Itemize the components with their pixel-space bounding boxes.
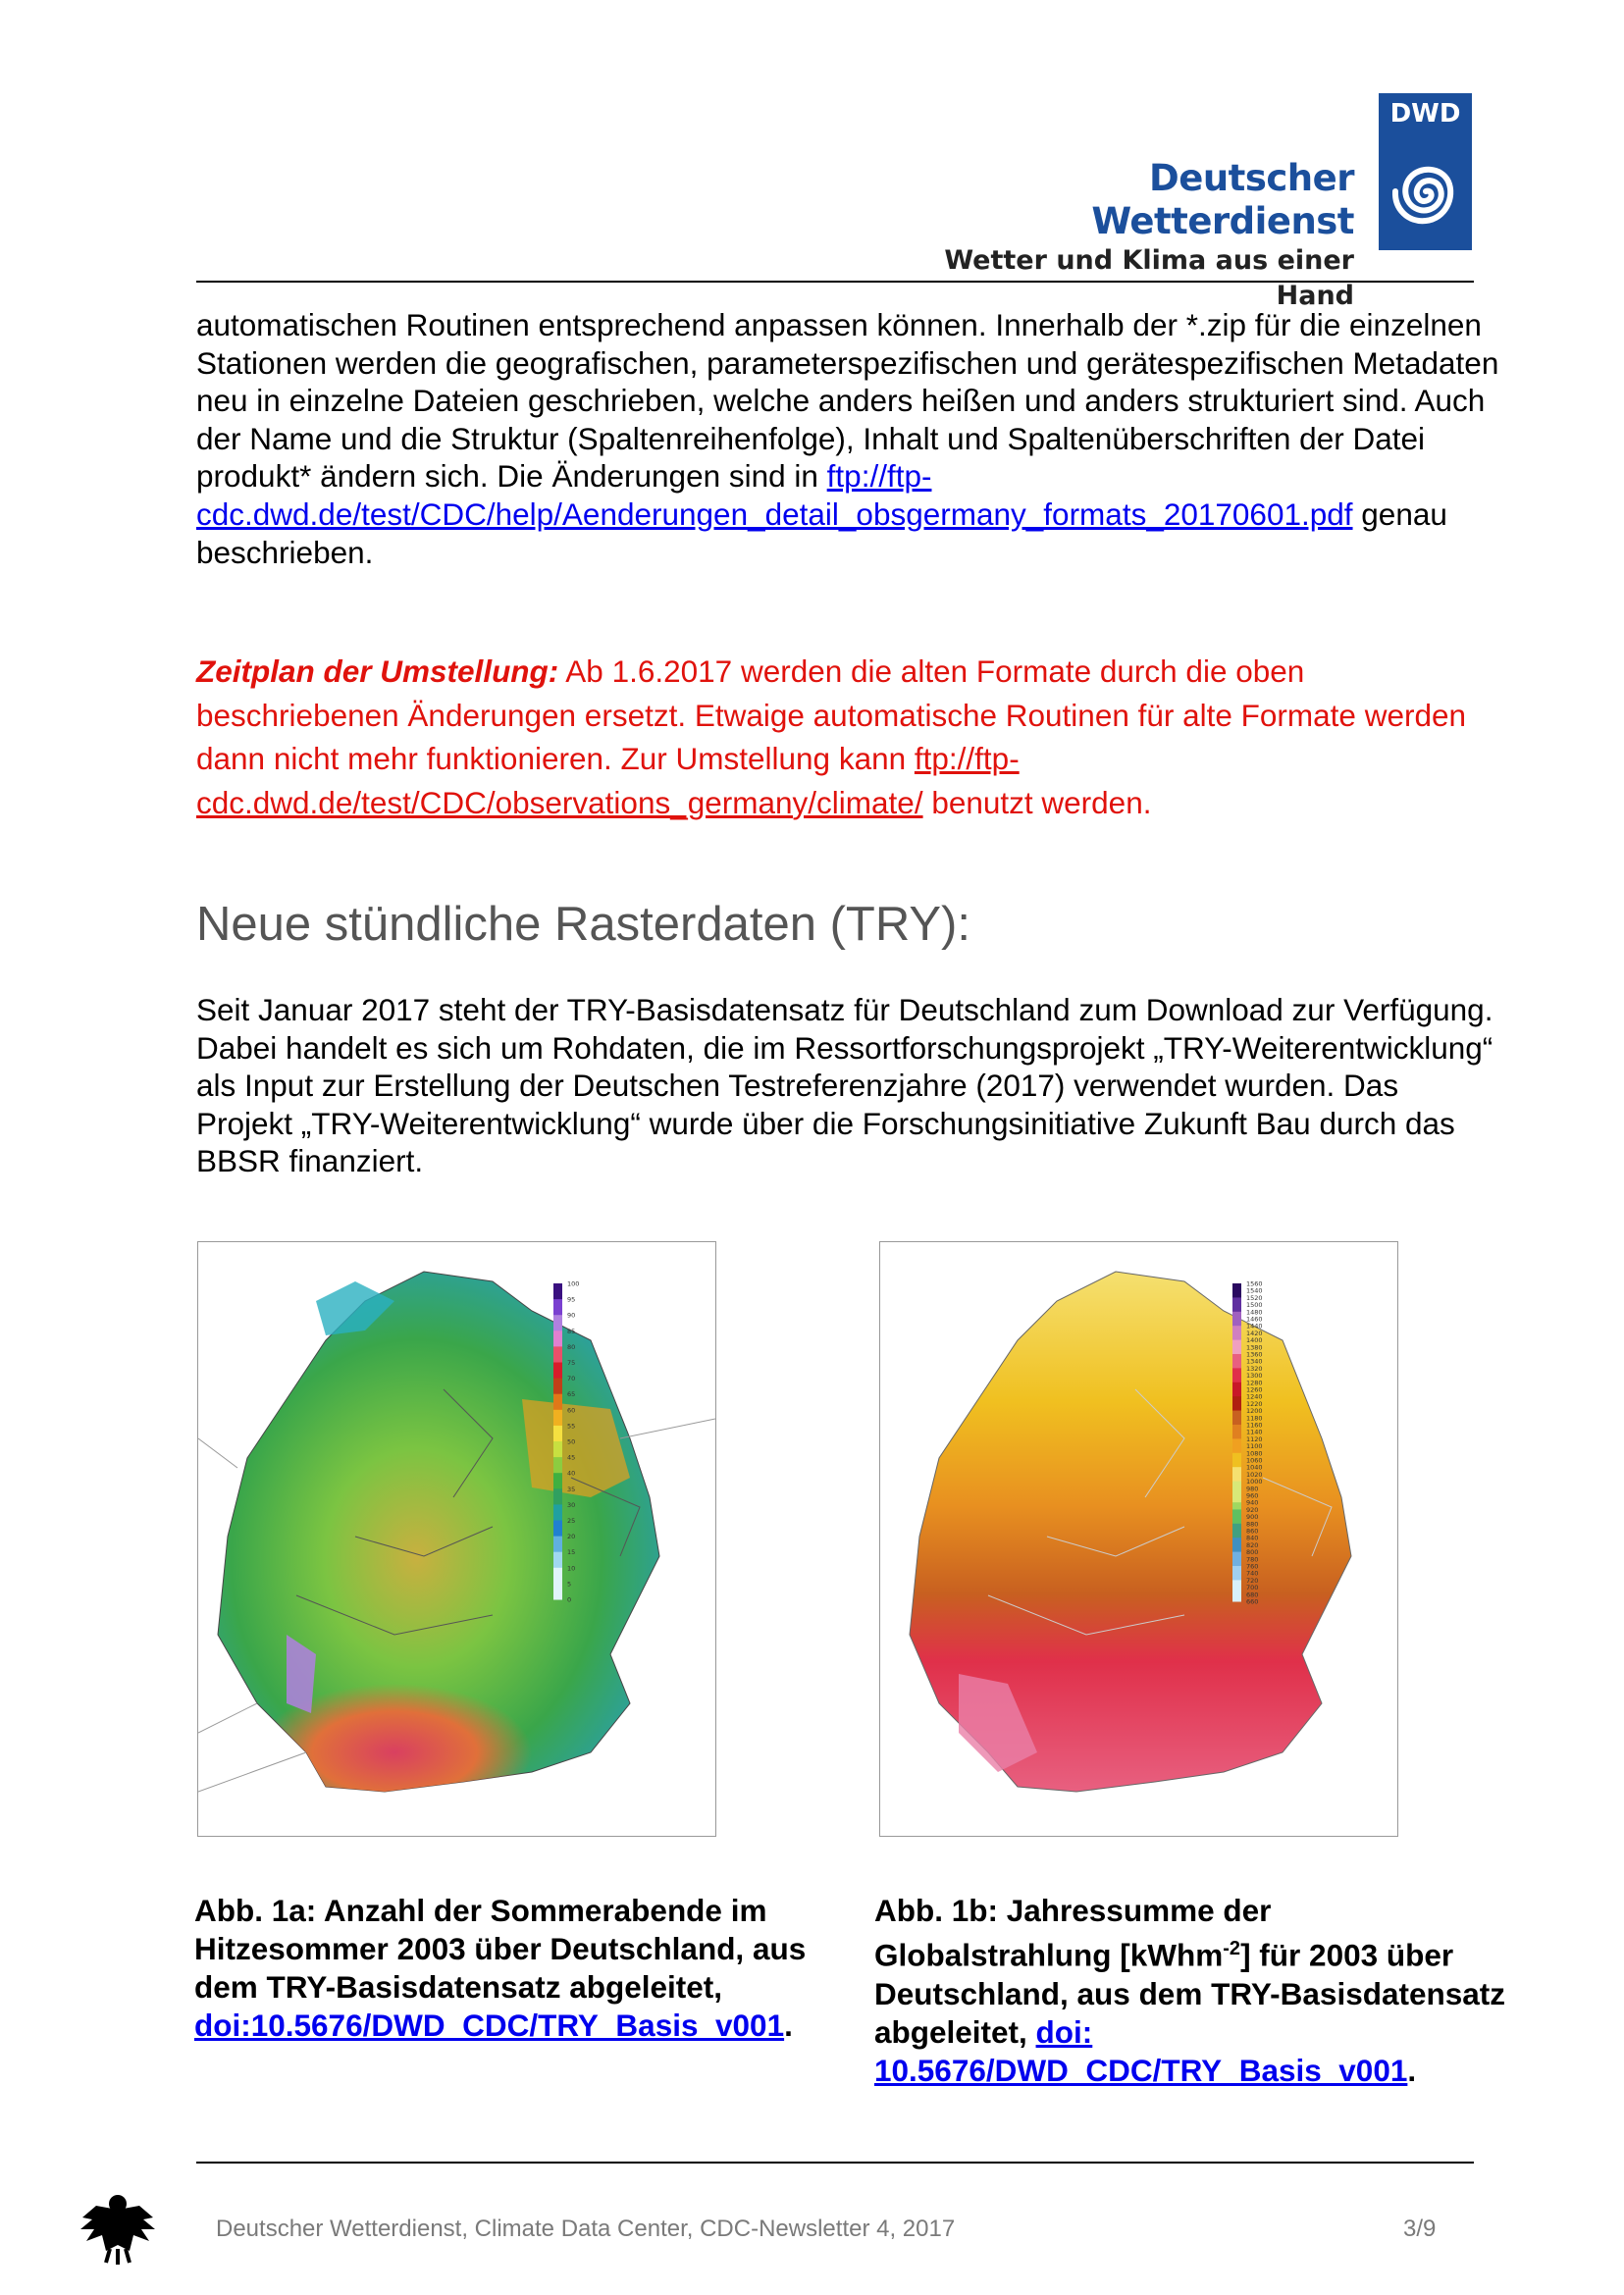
colorbar-tick-label: 70 — [567, 1375, 576, 1383]
colorbar-swatch — [553, 1504, 562, 1521]
colorbar-tick-label: 680 — [1246, 1591, 1259, 1599]
colorbar-swatch — [1232, 1312, 1241, 1320]
colorbar-tick-label: 1080 — [1246, 1449, 1263, 1458]
try-paragraph: Seit Januar 2017 steht der TRY-Basisdatensatz für Deutschland zum Download zur Verfügung. Dabei handelt es sich um Rohdaten, die im Ressortforschungsprojekt „TRY-Weiterentwicklung“ als Input zur Erstellung der Deutschen Testreferenzjahre (2017) verwendet wurden. Das Projekt „TRY-Weiterentwicklung“ wurde über die Forschungsinitiative Zukunft Bau durch das BBSR finanziert. — [196, 992, 1493, 1179]
intro-paragraph — [196, 306, 1501, 571]
colorbar-swatch — [1232, 1361, 1241, 1369]
caption-1b-text: Abb. 1b: Jahressumme der Globalstrahlung [kWhm — [874, 1893, 1272, 1973]
colorbar-swatch — [553, 1410, 562, 1427]
caption-1b-end: . — [1407, 2052, 1417, 2088]
colorbar-tick-label: 85 — [567, 1327, 576, 1335]
colorbar-swatch — [1232, 1382, 1241, 1390]
colorbar-tick-label: 660 — [1246, 1597, 1259, 1606]
germany-map-summer-evenings — [198, 1242, 715, 1836]
colorbar-swatch — [1232, 1305, 1241, 1313]
colorbar-tick-label: 740 — [1246, 1569, 1259, 1578]
colorbar-tick-label: 40 — [567, 1469, 576, 1478]
colorbar-swatch — [1232, 1502, 1241, 1510]
colorbar-tick-label: 720 — [1246, 1576, 1259, 1585]
org-name: Deutscher Wetterdienst — [1091, 157, 1354, 242]
colorbar-swatch — [1232, 1573, 1241, 1581]
colorbar-tick-label: 1140 — [1246, 1428, 1263, 1436]
colorbar-swatch — [1232, 1566, 1241, 1574]
colorbar-swatch — [1232, 1340, 1241, 1348]
colorbar-swatch — [1232, 1538, 1241, 1545]
colorbar-tick-label: 65 — [567, 1390, 576, 1399]
colorbar-tick-label: 50 — [567, 1437, 576, 1446]
colorbar-tick-label: 1400 — [1246, 1336, 1263, 1345]
colorbar-swatch — [1232, 1297, 1241, 1305]
colorbar-tick-label: 45 — [567, 1453, 576, 1462]
colorbar-swatch — [1232, 1474, 1241, 1482]
colorbar-tick-label: 1100 — [1246, 1442, 1263, 1451]
colorbar-swatch — [1232, 1467, 1241, 1475]
doi-link-1b[interactable]: doi: 10.5676/DWD_CDC/TRY_Basis_v001 — [874, 2013, 1408, 2088]
colorbar-tick-label: 880 — [1246, 1520, 1259, 1529]
colorbar-swatch — [1232, 1531, 1241, 1539]
colorbar-tick-label: 840 — [1246, 1534, 1259, 1542]
colorbar-tick-label: 1280 — [1246, 1379, 1263, 1387]
colorbar-swatch — [553, 1552, 562, 1569]
colorbar-tick-label: 0 — [567, 1595, 572, 1604]
spiral-icon — [1388, 140, 1462, 238]
colorbar-tick-label: 760 — [1246, 1562, 1259, 1571]
colorbar-tick-label: 1220 — [1246, 1399, 1263, 1408]
colorbar-swatch — [553, 1568, 562, 1585]
colorbar-swatch — [553, 1537, 562, 1553]
colorbar-tick-label: 20 — [567, 1533, 576, 1541]
colorbar-swatch — [553, 1584, 562, 1600]
colorbar-swatch — [1232, 1283, 1241, 1291]
caption-1b-text-end: ] für 2003 über Deutschland, aus dem TRY-Basisdatensatz abgeleitet, — [874, 1937, 1506, 2050]
doi-link-1a[interactable]: doi:10.5676/DWD_CDC/TRY_Basis_v001 — [194, 2008, 785, 2043]
dwd-badge-text: DWD — [1389, 99, 1461, 129]
colorbar-tick-label: 30 — [567, 1500, 576, 1509]
schedule-paragraph — [196, 650, 1501, 824]
colorbar-tick-label: 1560 — [1246, 1279, 1263, 1288]
colorbar-tick-label: 95 — [567, 1295, 576, 1304]
colorbar-swatch — [553, 1330, 562, 1347]
colorbar-tick-label: 780 — [1246, 1555, 1259, 1564]
colorbar-swatch — [553, 1426, 562, 1442]
logo-wordmark — [883, 157, 1354, 314]
colorbar-swatch — [553, 1457, 562, 1474]
colorbar-swatch — [1232, 1588, 1241, 1595]
colorbar-tick-label: 5 — [567, 1580, 572, 1589]
colorbar-swatch — [1232, 1446, 1241, 1454]
schedule-text: Ab 1.6.2017 werden die alten Formate durch die oben beschriebenen Änderungen ersetzt. Etwaige automatische Routinen für alte Formate werden dann nicht mehr funktionieren. Zur Umstellung kann — [196, 653, 1467, 776]
colorbar-tick-label: 1500 — [1246, 1301, 1263, 1310]
colorbar-swatch — [1232, 1411, 1241, 1419]
colorbar-tick-label: 80 — [567, 1342, 576, 1351]
colorbar-swatch — [1232, 1544, 1241, 1552]
colorbar-swatch — [1232, 1376, 1241, 1383]
colorbar-tick-label: 100 — [567, 1279, 580, 1288]
colorbar-swatch — [1232, 1453, 1241, 1461]
colorbar-tick-label: 920 — [1246, 1505, 1259, 1514]
colorbar-tick-label: 55 — [567, 1422, 576, 1431]
colorbar-tick-label: 15 — [567, 1548, 576, 1557]
colorbar-tick-label: 25 — [567, 1517, 576, 1525]
colorbar-tick-label: 900 — [1246, 1513, 1259, 1522]
org-slogan: Wetter und Klima aus einer Hand — [944, 245, 1354, 311]
footer-rule — [196, 2162, 1474, 2164]
colorbar-tick-label: 1300 — [1246, 1372, 1263, 1381]
colorbar-swatch — [1232, 1347, 1241, 1355]
colorbar-swatch — [1232, 1319, 1241, 1327]
header-rule — [196, 281, 1474, 283]
colorbar-tick-label: 1420 — [1246, 1329, 1263, 1337]
colorbar-tick-label: 1000 — [1246, 1478, 1263, 1487]
footer-text: Deutscher Wetterdienst, Climate Data Center, CDC-Newsletter 4, 2017 — [216, 2216, 956, 2242]
colorbar-tick-label: 1260 — [1246, 1385, 1263, 1394]
intro-text-end: genau beschrieben. — [196, 496, 1447, 570]
colorbar-tick-label: 1480 — [1246, 1308, 1263, 1317]
colorbar-tick-label: 860 — [1246, 1527, 1259, 1536]
colorbar-tick-label: 10 — [567, 1564, 576, 1573]
colorbar-tick-label: 60 — [567, 1406, 576, 1415]
colorbar-tick-label: 75 — [567, 1359, 576, 1367]
colorbar-tick-label: 1240 — [1246, 1392, 1263, 1401]
caption-figure-1b — [874, 1892, 1512, 2090]
colorbar-swatch — [1232, 1509, 1241, 1517]
caption-1b-superscript: -2 — [1223, 1938, 1241, 1959]
colorbar-tick-label: 980 — [1246, 1485, 1259, 1493]
colorbar-tick-label: 1460 — [1246, 1315, 1263, 1324]
colorbar-swatch — [1232, 1517, 1241, 1525]
climate-ftp-link[interactable]: ftp://ftp-cdc.dwd.de/test/CDC/observations_germany/climate/ — [196, 741, 1020, 820]
colorbar-tick-label: 1200 — [1246, 1407, 1263, 1416]
colorbar-tick-label: 1180 — [1246, 1414, 1263, 1423]
colorbar-swatch — [553, 1473, 562, 1489]
colorbar-swatch — [553, 1521, 562, 1538]
colorbar-swatch — [1232, 1418, 1241, 1426]
map-summer-evenings — [197, 1241, 716, 1837]
colorbar-tick-label: 1120 — [1246, 1434, 1263, 1443]
colorbar-swatch — [553, 1379, 562, 1395]
colorbar-swatch — [1232, 1290, 1241, 1298]
colorbar-swatch — [1232, 1389, 1241, 1397]
colorbar-swatch — [1232, 1396, 1241, 1404]
colorbar-tick-label: 1360 — [1246, 1350, 1263, 1359]
colorbar-swatch — [1232, 1594, 1241, 1602]
colorbar-tick-label: 700 — [1246, 1584, 1259, 1592]
colorbar-tick-label: 90 — [567, 1311, 576, 1320]
colorbar-swatch — [1232, 1368, 1241, 1376]
federal-eagle-icon — [77, 2188, 159, 2271]
colorbar-tick-label: 1320 — [1246, 1364, 1263, 1373]
colorbar-swatch — [553, 1283, 562, 1300]
colorbar-tick-label: 1160 — [1246, 1421, 1263, 1430]
colorbar-swatch — [1232, 1354, 1241, 1362]
colorbar-tick-label: 1040 — [1246, 1463, 1263, 1472]
colorbar-swatch — [1232, 1482, 1241, 1489]
colorbar-global-radiation — [1232, 1280, 1263, 1606]
caption-1a-text: Abb. 1a: Anzahl der Sommerabende im Hitzesommer 2003 über Deutschland, aus dem TRY-Basisdatensatz abgeleitet, — [194, 1893, 807, 2005]
colorbar-swatch — [1232, 1432, 1241, 1439]
colorbar-swatch — [1232, 1460, 1241, 1468]
colorbar-tick-label: 1540 — [1246, 1286, 1263, 1295]
colorbar-swatch — [1232, 1552, 1241, 1560]
colorbar-swatch — [553, 1394, 562, 1411]
section-heading: Neue stündliche Rasterdaten (TRY): — [196, 898, 970, 951]
colorbar-tick-label: 1340 — [1246, 1357, 1263, 1366]
colorbar-swatch — [1232, 1326, 1241, 1333]
germany-map-global-radiation — [880, 1242, 1397, 1836]
colorbar-swatch — [1232, 1524, 1241, 1532]
colorbar-swatch — [1232, 1438, 1241, 1446]
colorbar-swatch — [1232, 1332, 1241, 1340]
caption-1a-end: . — [784, 2008, 793, 2043]
intro-text: automatischen Routinen entsprechend anpassen können. Innerhalb der *.zip für die einzelnen Stationen werden die geografischen, parameterspezifischen und gerätespezifischen Metadaten neu in einzelne Dateien geschrieben, welche anders heißen und anders strukturiert sind. Auch der Name und die Struktur (Spaltenreihenfolge), Inhalt und Spaltenüberschriften der Datei produkt* ändern sich. Die Änderungen sind in — [196, 307, 1499, 495]
colorbar-tick-label: 1060 — [1246, 1456, 1263, 1465]
colorbar-swatch — [553, 1488, 562, 1505]
colorbar-swatch — [553, 1441, 562, 1458]
schedule-label: Zeitplan der Umstellung: — [196, 653, 559, 689]
colorbar-tick-label: 960 — [1246, 1491, 1259, 1500]
colorbar-swatch — [553, 1346, 562, 1363]
colorbar-swatch — [1232, 1403, 1241, 1411]
dwd-logo-badge — [1379, 93, 1472, 250]
colorbar-swatch — [1232, 1495, 1241, 1503]
colorbar-swatch — [1232, 1580, 1241, 1588]
colorbar-swatch — [1232, 1425, 1241, 1433]
colorbar-tick-label: 940 — [1246, 1498, 1259, 1507]
caption-figure-1a — [194, 1892, 862, 2045]
page-number: 3/9 — [1403, 2216, 1437, 2242]
colorbar-tick-label: 820 — [1246, 1540, 1259, 1549]
changes-pdf-link[interactable]: ftp://ftp-cdc.dwd.de/test/CDC/help/Aenderungen_detail_obsgermany_formats_20170601.pdf — [196, 458, 1353, 532]
colorbar-swatch — [553, 1363, 562, 1380]
colorbar-tick-label: 1020 — [1246, 1470, 1263, 1479]
schedule-text-end: benutzt werden. — [922, 784, 1152, 820]
map-global-radiation — [879, 1241, 1398, 1837]
colorbar-tick-label: 1520 — [1246, 1293, 1263, 1302]
colorbar-tick-label: 1380 — [1246, 1343, 1263, 1352]
colorbar-swatch — [1232, 1559, 1241, 1567]
colorbar-tick-label: 35 — [567, 1485, 576, 1493]
colorbar-swatch — [553, 1299, 562, 1316]
colorbar-tick-label: 1440 — [1246, 1322, 1263, 1330]
colorbar-swatch — [553, 1315, 562, 1331]
colorbar-swatch — [1232, 1488, 1241, 1496]
colorbar-tick-label: 800 — [1246, 1548, 1259, 1557]
